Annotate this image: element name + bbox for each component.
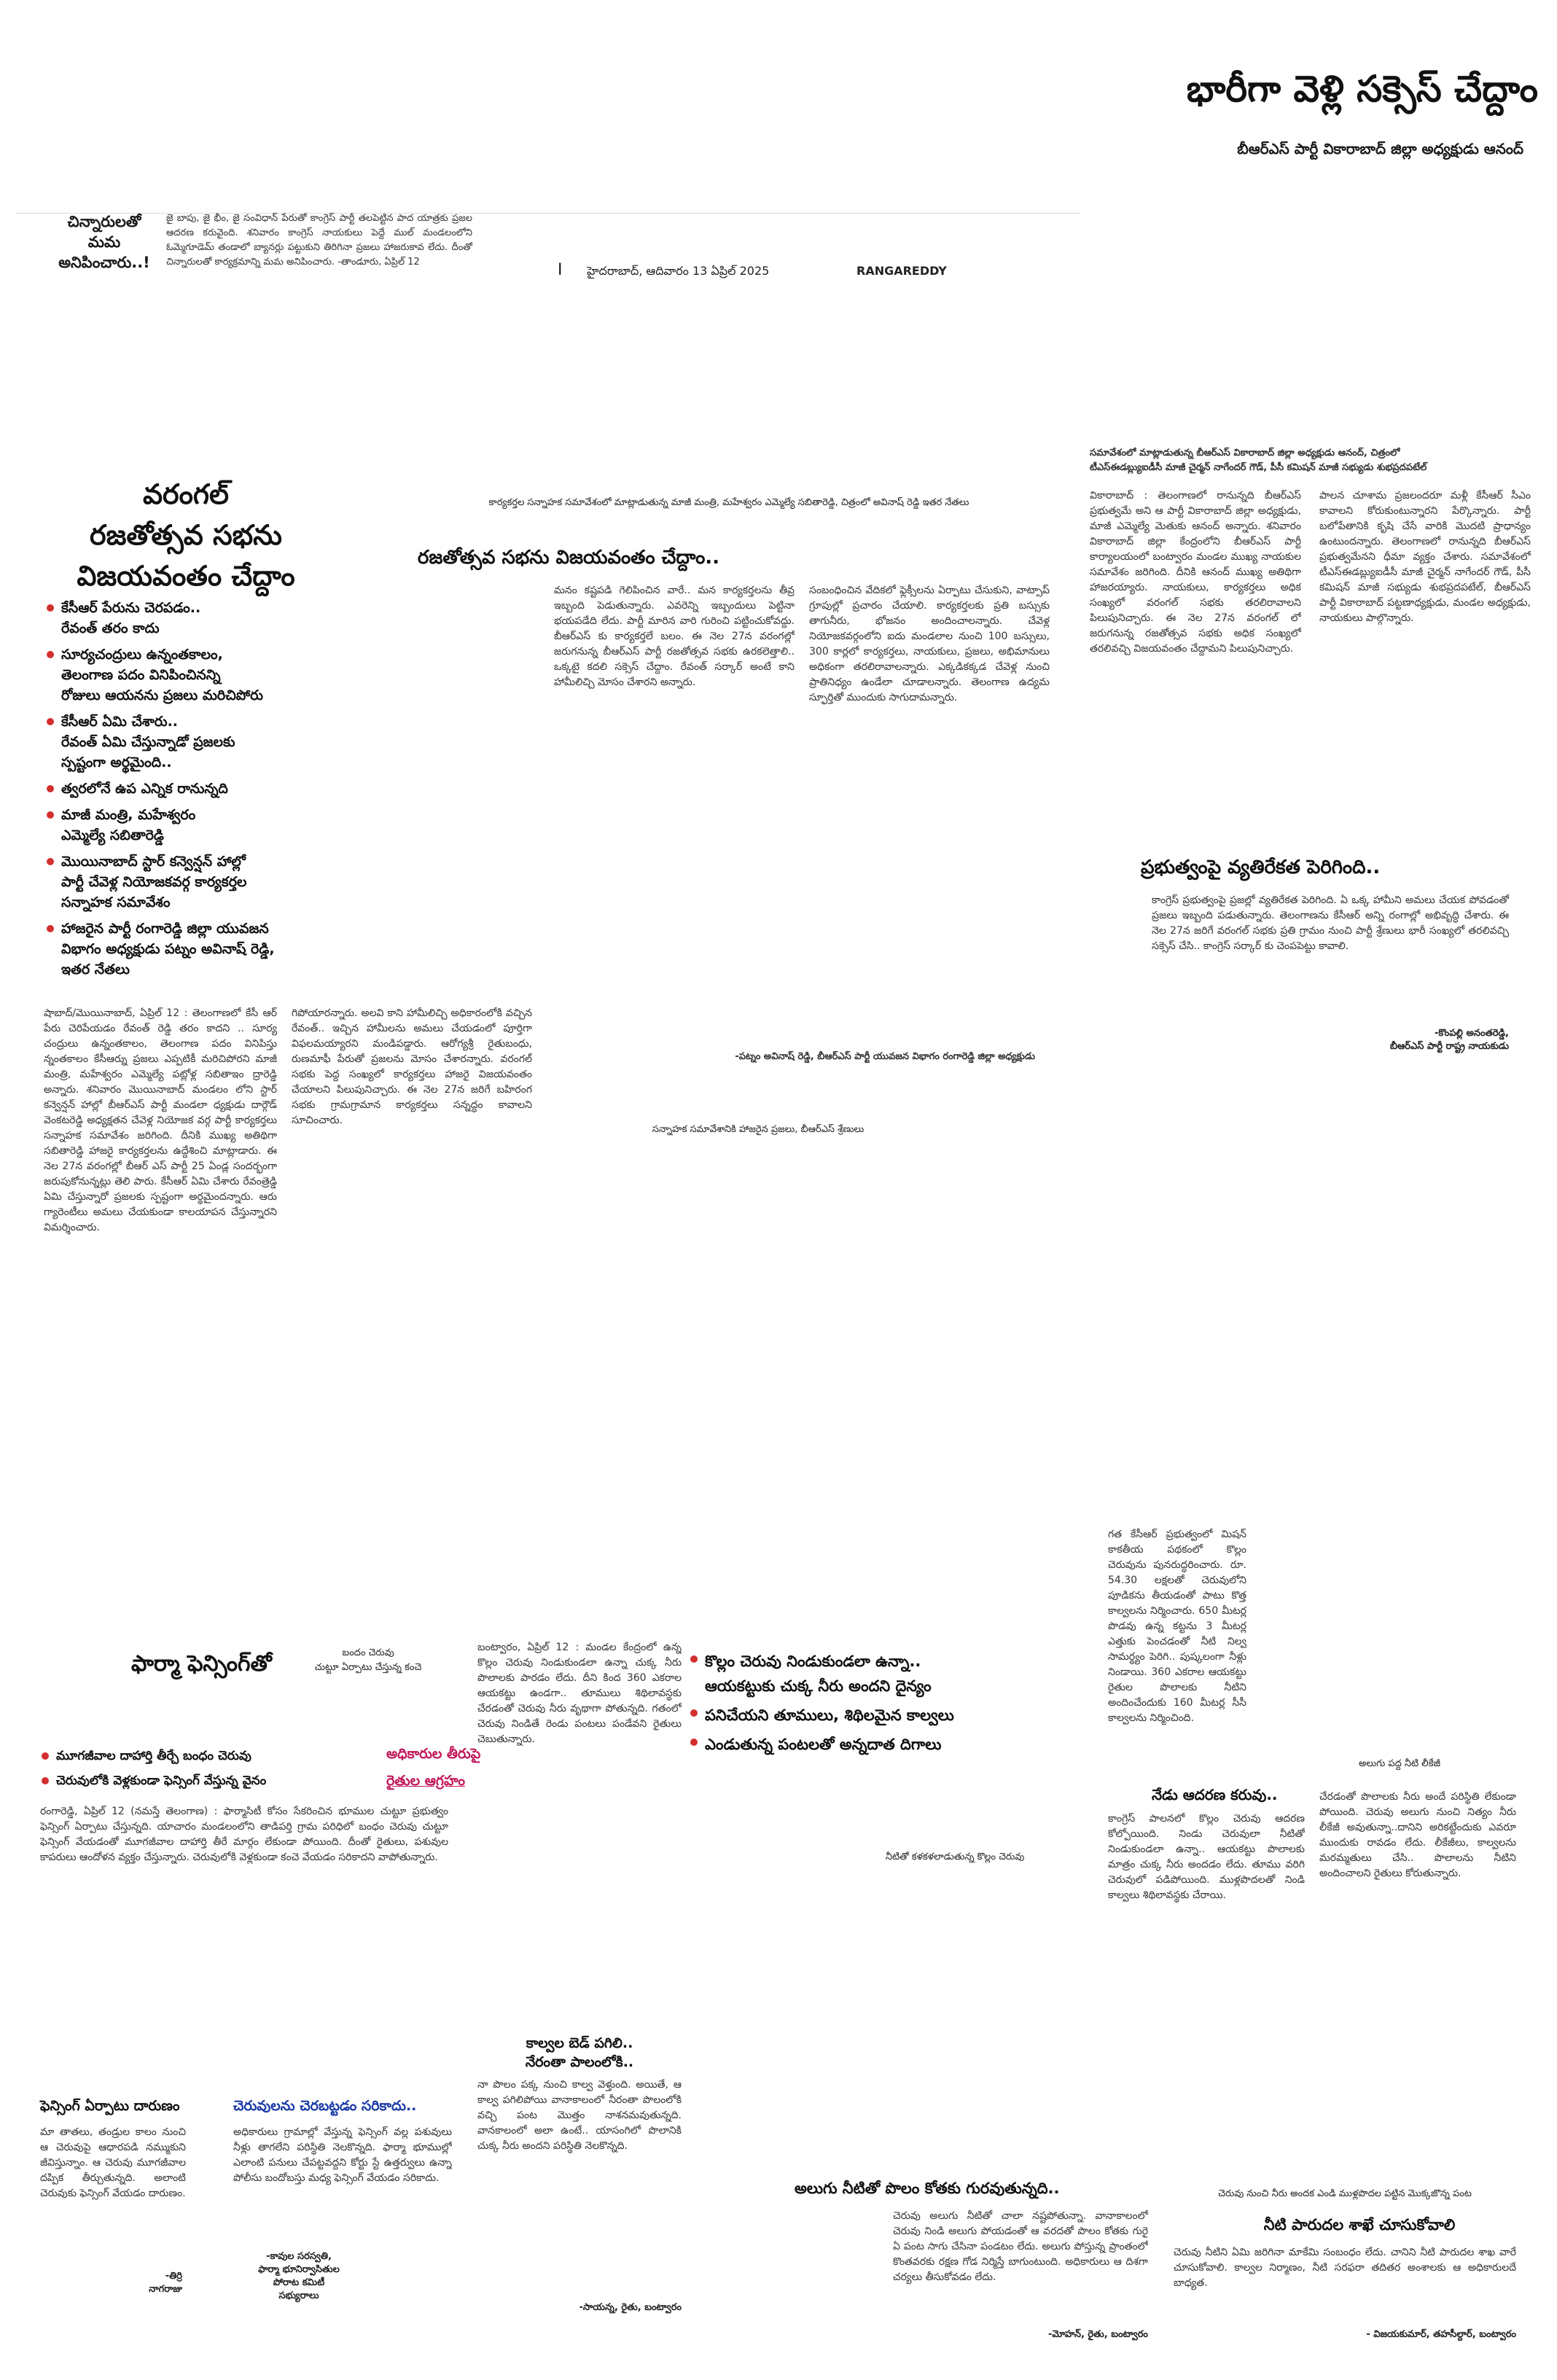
- top-left-story: జై బాపు, జై భీం, జై సంవిధాన్ పేరుతో కాంగ్రెస్ పార్టీ తలపెట్టిన పాద యాత్రకు ప్రజల ఆదరణ కరువైంది. శనివారం కాంగ్రెస్ నాయకులు పెద్దే ముల్ మండలంలోని ఓమ్మెగూడెమ్ తండాలో బ్యానర్లు పట్టుకుని తిరిగినా ప్రజలు హాజరుకావ లేదు. దీంతో చిన్నారులతో కార్యక్రమాన్ని మమ అనిపించారు. -తాండూరు, ఏప్రిల్ 12: [166, 213, 472, 268]
- bullet-line: ఆయకట్టుకు చుక్క నీరు అందని దైన్యం: [705, 1677, 932, 1695]
- kicker-line: బందం చెరువు: [342, 1647, 394, 1658]
- pharma-body: రంగారెడ్డి, ఏప్రిల్ 12 (నమస్తే తెలంగాణ) : ఫార్మాసిటీ కోసం సేకరించిన భూముల చుట్టూ ప్రభుత్వం ఫెన్సింగ్ ఏర్పాటు చేస్తున్నది. యాచారం మండలంలోని తాడిపర్తి గ్రామ పరిధిలో బంధం చెరువు చుట్టూ ఫెన్సింగ్ వేయడంతో మూగజీవాల దాహార్తి తీరే మార్గం లేకుండా పోయింది. దీంతో రైతులు, పశువుల కాపరులు ఆందోళన వ్యక్తం చేస్తున్నారు. చెరువులోకి వెళ్లకుండా కంచె వేయడం సరికాదని వాపోతున్నారు.: [40, 1806, 448, 1863]
- signature-line: ఫార్మా భూనిర్వాసితుల: [258, 2264, 340, 2275]
- kollam-bullets: [689, 1649, 1097, 1761]
- signature-line: -కొంపల్లి అనంతరెడ్డి,: [1435, 1028, 1509, 1039]
- signature-line: సభ్యురాలు: [278, 2290, 319, 2301]
- bullet-item: పనిచేయని తూములు, శిథిలమైన కాల్వలు: [689, 1703, 1097, 1728]
- pharma-subhead1: ఫెన్సింగ్ ఏర్పాటు దారుణం: [40, 2098, 180, 2114]
- headline-line: కాల్వల బెడ్ పగిలి..: [526, 2035, 633, 2051]
- warangal-story-col3: మనం కష్టపడి గెలిపించిన వారే.. మన కార్యకర్తలను తీవ్ర ఇబ్బంది పెడుతున్నారు. ఎవరెన్ని ఇబ్బందులు పెట్టినా భయపడేది లేదు. పార్టీ మారిన వారి గురించి పట్టించుకోవద్దు. బీఆర్ఎస్ కు కార్యకర్తలే బలం. ఈ నెల 27న వరంగల్లో జరుగనున్న బీఆర్ఎస్ పార్టీ రజతోత్సవ సభకు ఉరకలెత్తాలి.. ఒక్కటై కదలి సక్సెస్ చేద్దాం. రేవంత్ సర్కార్ అంటే కాని హామీలిచ్చి మోసం చేశారని అన్నారు.: [554, 585, 795, 688]
- pharma-kicker: [295, 1646, 441, 1675]
- pharma-col-a: మా తాతలు, తండ్రుల కాలం నుంచి ఆ చెరువుపై ఆధారపడి నమ్ముకుని జీవిస్తున్నాం. ఆ చెరువు మూగజీవాల దప్పిక తీర్చుతున్నది. అలాంటి చెరువుకు ఫెన్సింగ్ వేయడం దారుణం.: [40, 2126, 186, 2199]
- vikarabad-col2: పాలన చూశామ ప్రజలందరూ మళ్లీ కేసీఆర్ సీఎం కావాలని కోరుకుంటున్నారని పేర్కొన్నారు. పార్టీ బలోపేతానికి కృషి చేసే వారికి మొదటి ప్రాధాన్యం ఉంటుందన్నారు. తెలంగాణలో రానున్నది బీఆర్ఎస్ ప్రభుత్వమేనని ధీమా వ్యక్తం చేశారు. సమావేశంలో టీఎస్ఈడబ్ల్యుఐడీసీ మాజీ చైర్మన్ నాగేందర్ గౌడ్, పీసీ కమిషన్ మాజీ సభ్యుడు శుభప్రదపటేల్, బీఆర్ఎస్ పార్టీ వికారాబాద్ పట్టణాధ్యక్షుడు, మండల అధ్యక్షుడు, నాయకులు పాల్గొన్నారు.: [1319, 490, 1531, 624]
- headline-line: చిన్నారులతో: [67, 213, 141, 230]
- bullet-line: త్వరలోనే ఉప ఎన్నిక రానున్నది: [61, 781, 228, 797]
- kollam-right-caption: చెరువు నుంచి నీరు అందక ఎండి ముళ్లపొదల పట్టిన మొక్కజొన్న పంట: [1218, 2188, 1472, 2199]
- headline-line: అనిపించారు..!: [58, 254, 150, 271]
- signature-line: నాగరాజు: [149, 2284, 182, 2295]
- top-right-headline: భారీగా వెళ్లి సక్సెస్ చేద్దాం: [1186, 68, 1538, 110]
- vikarabad-col1: వికారాబాద్ : తెలంగాణలో రానున్నది బీఆర్ఎస్ ప్రభుత్వమే అని ఆ పార్టీ వికారాబాద్ జిల్లా అధ్యక్షుడు, మాజీ ఎమ్మెల్యే మెతుకు ఆనంద్ అన్నారు. శనివారం వికారాబాద్ జిల్లా కేంద్రంలోని బీఆర్ఎస్ పార్టీ కార్యాలయంలో బంట్వారం మండల ముఖ్య నాయకుల సమావేశం జరిగింది. దీనికి ఆనంద్ ముఖ్య అతిథిగా హాజరయ్యారు. నాయకులు, కార్యకర్తలు అధిక సంఖ్యలో వరంగల్ సభకు తరలిరావాలని పిలుపునిచ్చారు. ఈ నెల 27న వరంగల్ లో జరుగనున్న రజతోత్సవ సభకు అధిక సంఖ్యలో తరలివచ్చి విజయవంతం చేద్దామని పిలుపునిచ్చారు.: [1090, 490, 1301, 655]
- kollam-support-text2: చేరడంతో పొలాలకు నీరు అందే పరిస్థితి లేకుండా పోయింది. చెరువు అలుగు నుంచి నిత్యం నీరు లీకేజీ అవుతున్నా..దానిని అరికట్టేందుకు ఎవరూ ముందుకు రావడం లేదు. లీకేజీలు, కాల్వలను మరమ్మతులు చేసి.. పొలాలను నీటిని అందించాలని రైతులు కోరుతున్నారు.: [1319, 1791, 1516, 1879]
- bullet-item: [689, 1649, 1097, 1698]
- govt-opposition-signature: [1152, 1028, 1509, 1054]
- bullet-item: మూగజీవాల దాహార్తి తీర్చే బంధం చెరువు: [40, 1746, 383, 1766]
- kollam-support-text: కాంగ్రెస్ పాలనలో కొల్లం చెరువు ఆదరణ కోల్పోయింది. నిండు చెరువులా నీటితో నిండుకుండలా ఉన్నా.. ఆయకట్టు పొలాలకు మాత్రం చుక్క నీరు అందడం లేదు. తూము వరిగి చెరువులో పడిపోయింది. ముళ్లపొదలతో నిండి కాల్వలు శిథిలావస్థకు చేరాయి.: [1108, 1813, 1305, 1901]
- bullet-item: [45, 851, 366, 913]
- bullet-item: [45, 779, 366, 799]
- kollam-photo-caption: నీటితో కళకళలాడుతున్న కొల్లం చెరువు: [885, 1852, 1025, 1862]
- warangal-bottom-caption: సన్నాహక సమావేశానికి హాజరైన ప్రజలు, బీఆర్ఎస్ శ్రేణులు: [652, 1124, 865, 1135]
- bullet-line: సన్నాహక సమావేశం: [61, 894, 171, 910]
- kollam-leak-signature: -మోహన్, రైతు, బంట్వారం: [1047, 2329, 1148, 2340]
- bullet-item: [45, 644, 366, 706]
- top-right-subhead: బీఆర్ఎస్ పార్టీ వికారాబాద్ జిల్లా అధ్యక్షుడు ఆనంద్: [1237, 140, 1523, 157]
- bullet-line: సూర్యచంద్రులు ఉన్నంతకాలం,: [61, 647, 223, 663]
- dateline: హైదరాబాద్, ఆదివారం 13 ఏప్రిల్ 2025: [587, 264, 770, 278]
- pharma-signature-a: [40, 2271, 182, 2297]
- bullet-line: మాజీ మంత్రి, మహేశ్వరం: [61, 807, 196, 823]
- caption-line: టీఎస్ఈడబ్ల్యుఐడీసీ మాజీ చైర్మన్ నాగేందర్ గౌడ్, పీసీ కమిషన్ మాజీ సభ్యుడు శుభప్రదపటేల్: [1090, 462, 1427, 473]
- pharma-col-b: అధికారులు గ్రామాల్లో వేస్తున్న ఫెన్సింగ్ వల్ల పశువులు నీళ్లు తాగలేని పరిస్థితి నెలకొన్నది. ఫార్మా భూముల్లో ఎలాంటి పనులు చేపట్టవద్దని కోర్టు స్టే ఉత్తర్వులు ఉన్నా పోలీసు బందోబస్తు మధ్య ఫెన్సింగ్ వేయడం సరికాదు.: [233, 2126, 452, 2184]
- bullet-item: చెరువులోకి వెళ్లకుండా ఫెన్సింగ్ వేస్తున్న వైనం: [40, 1771, 383, 1791]
- kollam-support-headline: నేడు ఆదరణ కరువు..: [1152, 1786, 1278, 1803]
- govt-opposition-text: కాంగ్రెస్ ప్రభుత్వంపై ప్రజల్లో వ్యతిరేకత పెరిగింది. ఏ ఒక్క హామీని అమలు చేయక పోవడంతో ప్రజలు ఇబ్బంది పడుతున్నారు. తెలంగాణను కేసీఆర్ అన్ని రంగాల్లో అభివృద్ధి చేశారు. ఈ నెల 27న జరిగే వరంగల్ సభకు ప్రతి గ్రామం నుంచి పార్టీ శ్రేణులు భారీ సంఖ్యలో తరలివచ్చి సక్సెస్ చేసి.. కాంగ్రెస్ సర్కార్ కు చెంపపెట్టు కావాలి.: [1152, 894, 1509, 952]
- signature-line: పోరాట కమిటీ: [273, 2277, 325, 2288]
- headline-line: మమ: [87, 233, 121, 251]
- vikarabad-photo-caption: [1090, 446, 1527, 475]
- warangal-bullets: [45, 598, 366, 986]
- bullet-item: [45, 711, 366, 773]
- warangal-story-col1: షాబాద్/మొయినాబాద్, ఏప్రిల్ 12 : తెలంగాణలో కేసీ ఆర్ పేరు చెరిపేయడం రేవంత్ రెడ్డి తరం కాదని .. సూర్య చంద్రులు ఉన్నంతకాలం, తెలంగాణ పదం వినిపిస్తు న్నంతకాలం కేసీఆర్ను ప్రజలు ఎప్పటికీ మరిచిపోరని మాజీ మంత్రి, మహేశ్వరం ఎమ్మెల్యే పట్లోళ్ల సబితాఇం ద్రారెడ్డి అన్నారు. శనివారం మొయినాబాద్ మండలం లోని స్టార్ కన్వెన్షన్ హాల్లో బీఆర్ఎస్ పార్టీ మండలా ధ్యక్షుడు దార్గౌడ్ వెంకటరెడ్డి అధ్యక్షతన చేవెళ్ల నియోజక వర్గ పార్టీ కార్యకర్తలు సన్నాహక సమావేశం జరిగింది. దీనికి ముఖ్య అతిథిగా సబితారెడ్డి హాజరై కార్యకర్తలను ఉద్దేశించి మాట్లాడారు. ఈ నెల 27న వరంగల్లో బీఆర్ ఎస్ పార్టీ 25 ఏండ్ల సందర్భంగా జరుపుకోనున్నట్లు తెలి పారు. కేసీఆర్ ఏమి చేశారు రేవంత్రెడ్డి ఏమి చేస్తున్నారో ప్రజలకు స్పష్టంగా అర్థమైందన్నారు. ఆరు గ్యారెంటీలు అమలు చేయకుండా కాలయాపన చేస్తున్నారని విమర్శించారు.: [44, 1007, 277, 1233]
- pharma-subhead2: చెరువులను చెరబట్టడం సరికాదు..: [233, 2098, 417, 2114]
- bullet-line: రోజులు ఆయనను ప్రజలు మరిచిపోరు: [61, 687, 263, 703]
- kicker-line: చుట్టూ ఏర్పాటు చేస్తున్న కంచె: [314, 1662, 422, 1673]
- kollam-leak-headline: అలుగు నీటితో పొలం కోతకు గురవుతున్నది..: [795, 2180, 1060, 2197]
- bullet-line: కొల్లం చెరువు నిండుకుండలా ఉన్నా..: [705, 1653, 921, 1670]
- pharma-col-c2: నా పొలం పక్క నుంచి కాల్వ వెళ్తుంది. అయితే, ఆ కాల్వ పగిలిపోయి వానాకాలంలో నీరంతా పొలంలోకి వచ్చి పంట మొత్తం నాశనమవుతున్నది. వానకాలంలో అలా ఉంటే.. యాసంగిలో పొలానికి చుక్క నీరు అందని పరిస్థితి నెలకొన్నది.: [477, 2079, 682, 2152]
- bullet-line: స్పష్టంగా అర్థమైంది..: [61, 754, 172, 770]
- govt-opposition-headline: ప్రభుత్వంపై వ్యతిరేకత పెరిగింది..: [1141, 857, 1381, 878]
- signature-line: -కావుల సరస్వతి,: [266, 2251, 332, 2262]
- warangal-story-col4: సంబంధించిన వేదికలో ఫ్లెక్సీలను ఏర్పాటు చేసుకుని, వాట్సాప్ గ్రూపుల్లో ప్రచారం చేయాలి. కార్యకర్తలకు ప్రతి బస్సుకు తాగునీరు, భోజనం అందించాలన్నారు. చేవెళ్ల నియోజకవర్గంలోని ఐదు మండలాల నుంచి 100 బస్సులు, 300 కార్లలో కార్యకర్తలు, నాయకులు, ప్రజలు, అభిమానులు అధికంగా తరలిరావాలన్నారు. ఎక్కడికక్కడ చేవెళ్ల నుంచి ప్రాతినిధ్యం ఉండేలా చూడాలన్నారు. తెలంగాణ ఉద్యమ స్ఫూర్తితో ముందుకు సాగుదామన్నారు.: [809, 585, 1050, 703]
- bullet-line: మొయినాబాద్ స్టార్ కన్వెన్షన్ హాల్లో: [61, 854, 246, 870]
- caption-line: సమావేశంలో మాట్లాడుతున్న బీఆర్ఎస్ వికారాబాద్ జిల్లా అధ్యక్షుడు ఆనంద్, చిత్రంలో: [1090, 448, 1400, 459]
- bullet-item: [45, 805, 366, 846]
- warangal-story-signature: -పట్నం అవినాష్ రెడ్డి, బీఆర్ఎస్ పార్టీ యువజన విభాగం రంగారెడ్డి జిల్లా అధ్యక్షుడు: [735, 1051, 1035, 1062]
- kollam-photo-label: అలుగు పద్ద నీటి లీకేజీ: [1359, 1758, 1440, 1769]
- bullet-line: కేసీఆర్ ఏమి చేశారు..: [61, 714, 179, 730]
- bullet-item: [45, 918, 366, 980]
- headline-line: వరంగల్: [143, 478, 229, 510]
- pharma-tag2: రైతుల ఆగ్రహం: [386, 1773, 465, 1789]
- headline-line: విజయవంతం చేద్దాం: [77, 560, 295, 592]
- warangal-story-col2: గిపోయారన్నారు. అలవి కాని హామీలిచ్చి అధికారంలోకి వచ్చిన రేవంత్.. ఇచ్చిన హామీలను అమలు చేయడంలో పూర్తిగా విఫలమయ్యారని మండిపడ్డారు. ఆరోగ్యశ్రీ రైతుబంధు, రుణమాఫీ పేరుతో ప్రజలను మోసం చేశారన్నారు. వరంగల్ సభకు పెద్ద సంఖ్యలో కార్యకర్తలు హాజరై విజయవంతం చేయాలని పిలుపునిచ్చారు. ఈ నెల 27న జరిగే బహిరంగ సభకు గ్రామగ్రామాన కార్యకర్తలు సన్నద్ధం కావాలని సూచించారు.: [292, 1007, 532, 1126]
- signature-line: -తిర్రి: [165, 2271, 182, 2282]
- signature-line: బీఆర్ఎస్ పార్టీ రాష్ట్ర నాయకుడు: [1389, 1041, 1509, 1052]
- bullet-item: [45, 598, 366, 639]
- pharma-col-c2-signature: -సాయన్న, రైతు, బంట్వారం: [579, 2302, 682, 2313]
- bullet-line: తెలంగాణ పదం వినిపించినన్ని: [61, 667, 221, 683]
- pharma-col-c: బంట్వారం, ఏప్రిల్ 12 : మండల కేంద్రంలో ఉన్న కొల్లం చెరువు నిండుకుండలా ఉన్నా చుక్క నీరు పొలాలకు పారడం లేదు. దీని కింద 360 ఎకరాల ఆయకట్టు ఉండగా.. తూములు శిథిలావస్థకు చేరడంతో చెరువు నీరు వృథాగా పోతున్నది. గతంలో చెరువు నిండితే రెండు పంటలు పండేవని రైతులు చెబుతున్నారు.: [477, 1642, 682, 1745]
- bullet-line: కేసీఆర్ పేరును చెరపడం..: [61, 600, 201, 616]
- top-left-headline: [50, 211, 159, 273]
- bullet-line: హాజరైన పార్టీ రంగారెడ్డి జిల్లా యువజన: [61, 921, 269, 937]
- kollam-right-text2: చెరువు నీటిని ఏమి జరిగినా మాకేమి సంబంధం లేదు. చానిని నీటి పారుదల శాఖ వారే చూసుకోవాలి. కాల్వల నిర్మాణం, నీటి సరఫరా తదితర అంశాలకు ఆ అధికారులదే బాధ్యత.: [1174, 2247, 1516, 2289]
- bullet-line: పార్టీ చేవెళ్ల నియోజకవర్గ కార్యకర్తల: [61, 874, 247, 890]
- kollam-right-text: గత కేసీఆర్ ప్రభుత్వంలో మిషన్ కాకతీయ పథకంలో కొల్లం చెరువును పునరుద్ధరించారు. రూ. 54.30 లక్షలతో చెరువులోని పూడికను తీయడంతో పాటు కొత్త కాల్వలను నిర్మించారు. 650 మీటర్ల పొడవు ఉన్న కట్టను 3 మీటర్ల ఎత్తుకు పెంచడంతో నీటి నిల్వ సామర్థ్యం పెరిగి.. పుష్కలంగా నీళ్లు నిండాయి. 360 ఎకరాల ఆయకట్టు రైతుల పొలాలకు నీటిని అందించేందుకు 160 మీటర్ల సీసీ కాల్వలను నిర్మించింది.: [1108, 1529, 1246, 1724]
- pharma-headline: ఫార్మా ఫెన్సింగ్‌తో: [131, 1651, 272, 1677]
- warangal-headline: [44, 474, 328, 596]
- pharma-col-c-headline: [477, 2034, 682, 2072]
- warangal-photo-caption: కార్యకర్తల సన్నాహక సమావేశంలో మాట్లాడుతున్న మాజీ మంత్రి, మహేశ్వరం ఎమ్మెల్యే సబితారెడ్డి, చిత్రంలో అవినాష్ రెడ్డి ఇతర నేతలు: [488, 497, 969, 508]
- bullet-line: ఇతర నేతలు: [61, 961, 130, 978]
- edition-label: RANGAREDDY: [856, 264, 947, 278]
- headline-line: నేరంతా పాలంలోకి..: [525, 2054, 634, 2070]
- warangal-subheadline: రజతోత్సవ సభను విజయవంతం చేద్దాం..: [417, 547, 720, 569]
- pharma-bullets: [40, 1746, 383, 1795]
- bullet-item: ఎండుతున్న పంటలతో అన్నదాత దిగాలు: [689, 1732, 1097, 1757]
- kollam-leak-text: చెరువు అలుగు నీటితో చాలా నష్టపోతున్నా. వానాకాలంలో చెరువు నిండి అలుగు పోయడంతో ఆ వరదతో పొలం కోతకు గురై ఏ పంట సాగు చేసినా పండటం లేదు. అలుగు పోస్తున్న ప్రాంతంలో కొంతవరకు రక్షణ గోడ నిర్మిస్తే బాగుంటుంది. అధికారులు ఆ దిశగా చర్యలు తీసుకోవడం లేదు.: [893, 2210, 1148, 2283]
- bullet-line: విభాగం అధ్యక్షుడు పట్నం అవినాష్ రెడ్డి,: [61, 941, 275, 957]
- pharma-tag1: అధికారుల తీరుపై: [386, 1746, 481, 1762]
- pharma-signature-b: [233, 2251, 364, 2303]
- bullet-line: రేవంత్ ఏమి చేస్తున్నాడో ప్రజలకు: [61, 734, 235, 750]
- headline-line: రజతోత్సవ సభను: [90, 519, 282, 551]
- folio-marker: I: [558, 261, 563, 279]
- bullet-line: రేవంత్ తరం కాదు: [61, 620, 160, 636]
- kollam-right-signature: - విజయకుమార్, తహసీల్దార్, బంట్వారం: [1366, 2329, 1516, 2340]
- kollam-right-headline: నీటి పారుదల శాఖే చూసుకోవాలి: [1263, 2216, 1456, 2233]
- bullet-line: ఎమ్మెల్యే సబితారెడ్డి: [61, 827, 164, 843]
